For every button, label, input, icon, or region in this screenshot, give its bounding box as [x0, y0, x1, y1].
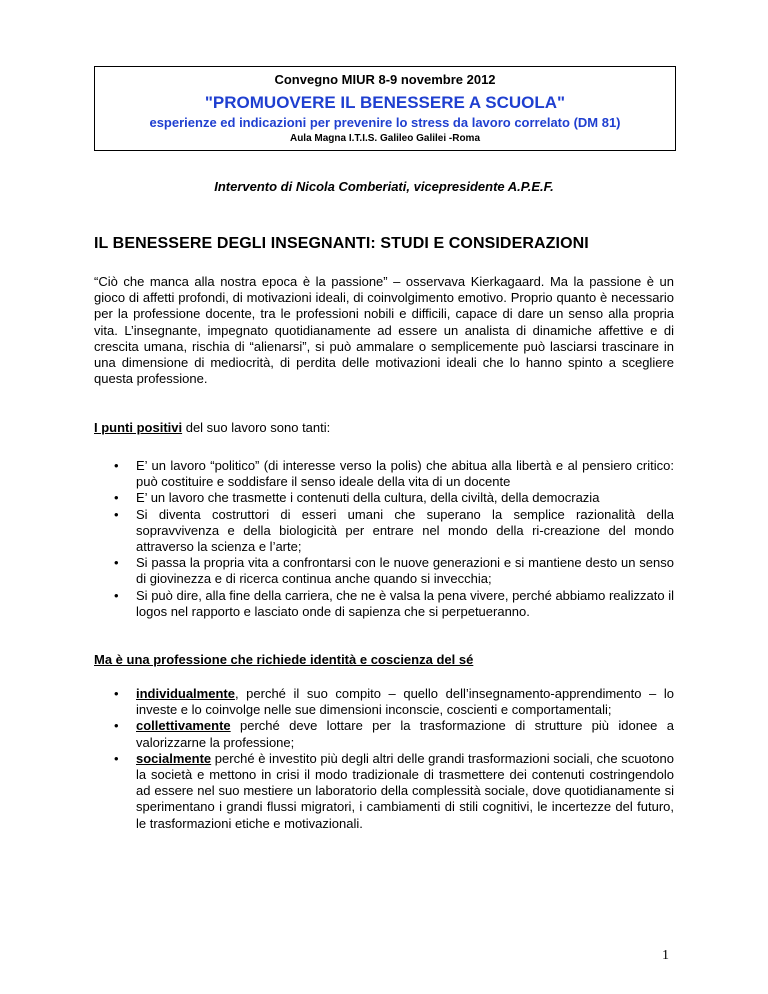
keyword: individualmente — [136, 686, 235, 701]
list-item — [94, 718, 674, 750]
bullet-icon: • — [114, 587, 119, 603]
list-item — [94, 458, 674, 490]
positives-heading-underlined: I punti positivi — [94, 420, 183, 435]
identity-heading — [94, 652, 473, 667]
list-item-text: Si può dire, alla fine della carriera, che ne è valsa la pena vivere, perché abbiamo realizzato il logos nel rapporto e lasciato onde di sapienza che si perpetueranno. — [136, 587, 674, 619]
conference-name: Convegno MIUR 8-9 novembre 2012 — [274, 72, 496, 87]
list-item — [94, 507, 674, 556]
list-item-text: E’ un lavoro “politico” (di interesse verso la polis) che abitua alla libertà e al pensiero critico: può costituire e soddisfare il senso ideale della vita di un docente — [136, 458, 674, 490]
identity-heading-text: Ma è una professione che richiede identità e coscienza del sé — [94, 652, 474, 667]
keyword: socialmente — [136, 750, 212, 766]
bullet-icon: • — [114, 686, 119, 701]
keyword: collettivamente — [136, 718, 231, 734]
conference-header-box — [94, 66, 676, 151]
positives-list — [94, 458, 674, 620]
list-item-text: perché deve lottare per la trasformazione di strutture più idonee a valorizzarne la professione; — [136, 718, 674, 750]
positives-heading — [94, 420, 330, 435]
list-item — [94, 588, 674, 620]
list-item — [94, 751, 674, 832]
speaker-line: Intervento di Nicola Comberiati, vicepresidente A.P.E.F. — [214, 179, 554, 194]
list-item-text: Si diventa costruttori di esseri umani che superano la semplice razionalità della sopravvivenza e della biologicità per entrare nel mondo della ri-creazione del mondo attraverso la scienza e l’arte; — [136, 506, 674, 555]
conference-title: "PROMUOVERE IL BENESSERE A SCUOLA" — [204, 93, 566, 112]
identity-list — [94, 686, 674, 832]
list-item-text: E’ un lavoro che trasmette i contenuti della cultura, della civiltà, della democrazia — [136, 490, 600, 506]
bullet-icon: • — [114, 718, 119, 734]
positives-heading-rest: del suo lavoro sono tanti: — [182, 420, 331, 435]
list-item-text: perché è investito più degli altri delle grandi trasformazioni sociali, che scuotono la società e mettono in crisi il modo tradizionale di trasmettere dei contenuti costringendolo ad essere nel suo mestiere un laboratorio della complessità sociale, dove quotidianamente si sperimentano i grandi flussi migratori, i cambiamenti di stili cognitivi, le incertezze del futuro, le trasformazioni etiche e motivazionali. — [136, 750, 674, 831]
conference-subtitle: esperienze ed indicazioni per prevenire lo stress da lavoro correlato (DM 81) — [149, 115, 621, 130]
document-title: IL BENESSERE DEGLI INSEGNANTI: STUDI E CONSIDERAZIONI — [94, 235, 589, 252]
bullet-icon: • — [114, 490, 119, 506]
bullet-icon: • — [114, 555, 119, 571]
bullet-icon: • — [114, 506, 119, 522]
page-number: 1 — [662, 948, 669, 963]
list-item — [94, 555, 674, 587]
conference-venue: Aula Magna I.T.I.S. Galileo Galilei -Roma — [289, 133, 481, 144]
list-item — [94, 490, 674, 506]
list-item-text: Si passa la propria vita a confrontarsi con le nuove generazioni e si mantiene desto un senso di giovinezza e di ricerca continua anche quando si invecchia; — [136, 555, 674, 587]
list-item-text: , perché il suo compito – quello dell’insegnamento-apprendimento – lo investe e lo coinvolge nelle sue dimensioni inconscie, coscienti e comportamentali; — [136, 686, 674, 718]
bullet-icon: • — [114, 750, 119, 766]
intro-paragraph: “Ciò che manca alla nostra epoca è la passione” – osservava Kierkagaard. Ma la passione è un gioco di affetti profondi, di motivazioni ideali, di coinvolgimento emotivo. Proprio quanto è necessario per la professione docente, tra le professioni nobili e difficili, capace di dare un senso alla propria vita. L’insegnante, impegnato quotidianamente ad essere un analista di dinamiche affettive e di crescita umana, rischia di “alienarsi”, si può ammalare o semplicemente può lasciarsi trascinare in una dimensione di mediocrità, di perdita delle motivazioni ideali che lo hanno spinto a scegliere questa professione. — [94, 274, 674, 387]
list-item — [94, 686, 674, 718]
bullet-icon: • — [114, 458, 119, 473]
